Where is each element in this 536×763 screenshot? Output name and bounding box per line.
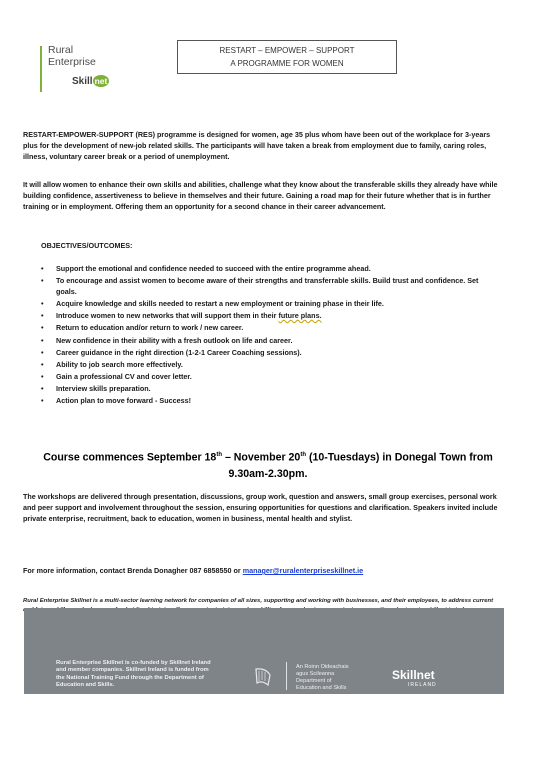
contact-line: For more information, contact Brenda Donagher 087 6858550 or manager@ruralenterpriseskillnet.ie — [23, 566, 364, 575]
workshops-paragraph: The workshops are delivered through presentation, discussions, group work, question and answers, small group exercises, personal work and peer support and involvement throughout the session, ensuring opportunities for questions and clarification. Speakers invited include private enterprise, recruitment, back to education, women in business, mental health and stylist. — [23, 492, 498, 523]
funding-statement: Rural Enterprise Skillnet is co-funded by Skillnet Ireland and member companies. Skillnet Ireland is funded from the National Training Fund through the Department of Education and Skills. — [56, 660, 211, 689]
list-item: • Interview skills preparation. — [41, 384, 151, 394]
list-item: • Support the emotional and confidence needed to succeed with the entire programme ahead. — [41, 264, 371, 273]
spellcheck-underline: future plans. — [278, 311, 322, 321]
divider — [286, 662, 287, 690]
objectives-list — [41, 264, 501, 409]
logo-line1: Rural — [48, 44, 74, 56]
list-item: • Career guidance in the right direction (1-2-1 Career Coaching sessions). — [41, 347, 302, 357]
logo-line2: Enterprise — [48, 56, 96, 68]
harp-icon — [252, 666, 274, 688]
title-box — [177, 40, 397, 74]
title-line2: A PROGRAMME FOR WOMEN — [230, 59, 344, 68]
list-item: • To encourage and assist women to become aware of their strengths and transferrable skills. Build trust and confidence. Set goals. — [41, 276, 479, 296]
rural-enterprise-skillnet-logo — [40, 44, 120, 96]
objectives-heading: OBJECTIVES/OUTCOMES: — [41, 241, 133, 250]
list-item: • Action plan to move forward - Success! — [41, 396, 191, 406]
list-item: • New confidence in their ability with a fresh outlook on life and career. — [41, 335, 293, 345]
logo-skillnet: Skill net — [72, 76, 108, 87]
list-item: • Return to education and/or return to work / new career. — [41, 323, 244, 333]
footer-banner — [24, 608, 504, 694]
contact-email-link[interactable]: manager@ruralenterpriseskillnet.ie — [242, 566, 364, 575]
department-logo-text: An Roinn Oideachais agus Scileanna Department of Education and Skills — [296, 664, 349, 691]
course-line1: Course commences September 18th – November 20th (10-Tuesdays) in Donegal Town from — [43, 451, 493, 464]
title-line1: RESTART – EMPOWER – SUPPORT — [219, 46, 355, 55]
skillnet-ireland-logo: Skillnet IRELAND — [392, 668, 437, 688]
intro-paragraph-1: RESTART-EMPOWER-SUPPORT (RES) programme is designed for women, age 35 plus whom have been out of the workplace for 3-years plus for the development of new-job related skills. The participants will have taken a break from employment due to family, caring roles, illness, voluntary career break or a period of unemployment. — [23, 130, 491, 161]
network-description: Rural Enterprise Skillnet is a multi-sector learning network for companies of all sizes, supporting and working with businesses, and their employees, to address current — [23, 597, 505, 616]
logo-bar — [40, 46, 42, 92]
intro-paragraph-2: It will allow women to enhance their own skills and abilities, challenge what they know about the transferable skills they already have while building confidence, assertiveness to believe in themselves and their future. Gaining a road map for their future whether that is in further training or in employment. Offering them an opportunity for a second chance in their career advancement. — [23, 180, 498, 211]
list-item: • Ability to job search more effectively. — [41, 359, 183, 369]
list-item: • Introduce women to new networks that will support them in their future plans. — [41, 311, 322, 321]
list-item: • Acquire knowledge and skills needed to restart a new employment or training phase in their life. — [41, 298, 384, 308]
list-item: • Gain a professional CV and cover letter. — [41, 372, 192, 382]
course-line2: 9.30am-2.30pm. — [228, 467, 308, 480]
course-dates-heading — [16, 447, 520, 482]
